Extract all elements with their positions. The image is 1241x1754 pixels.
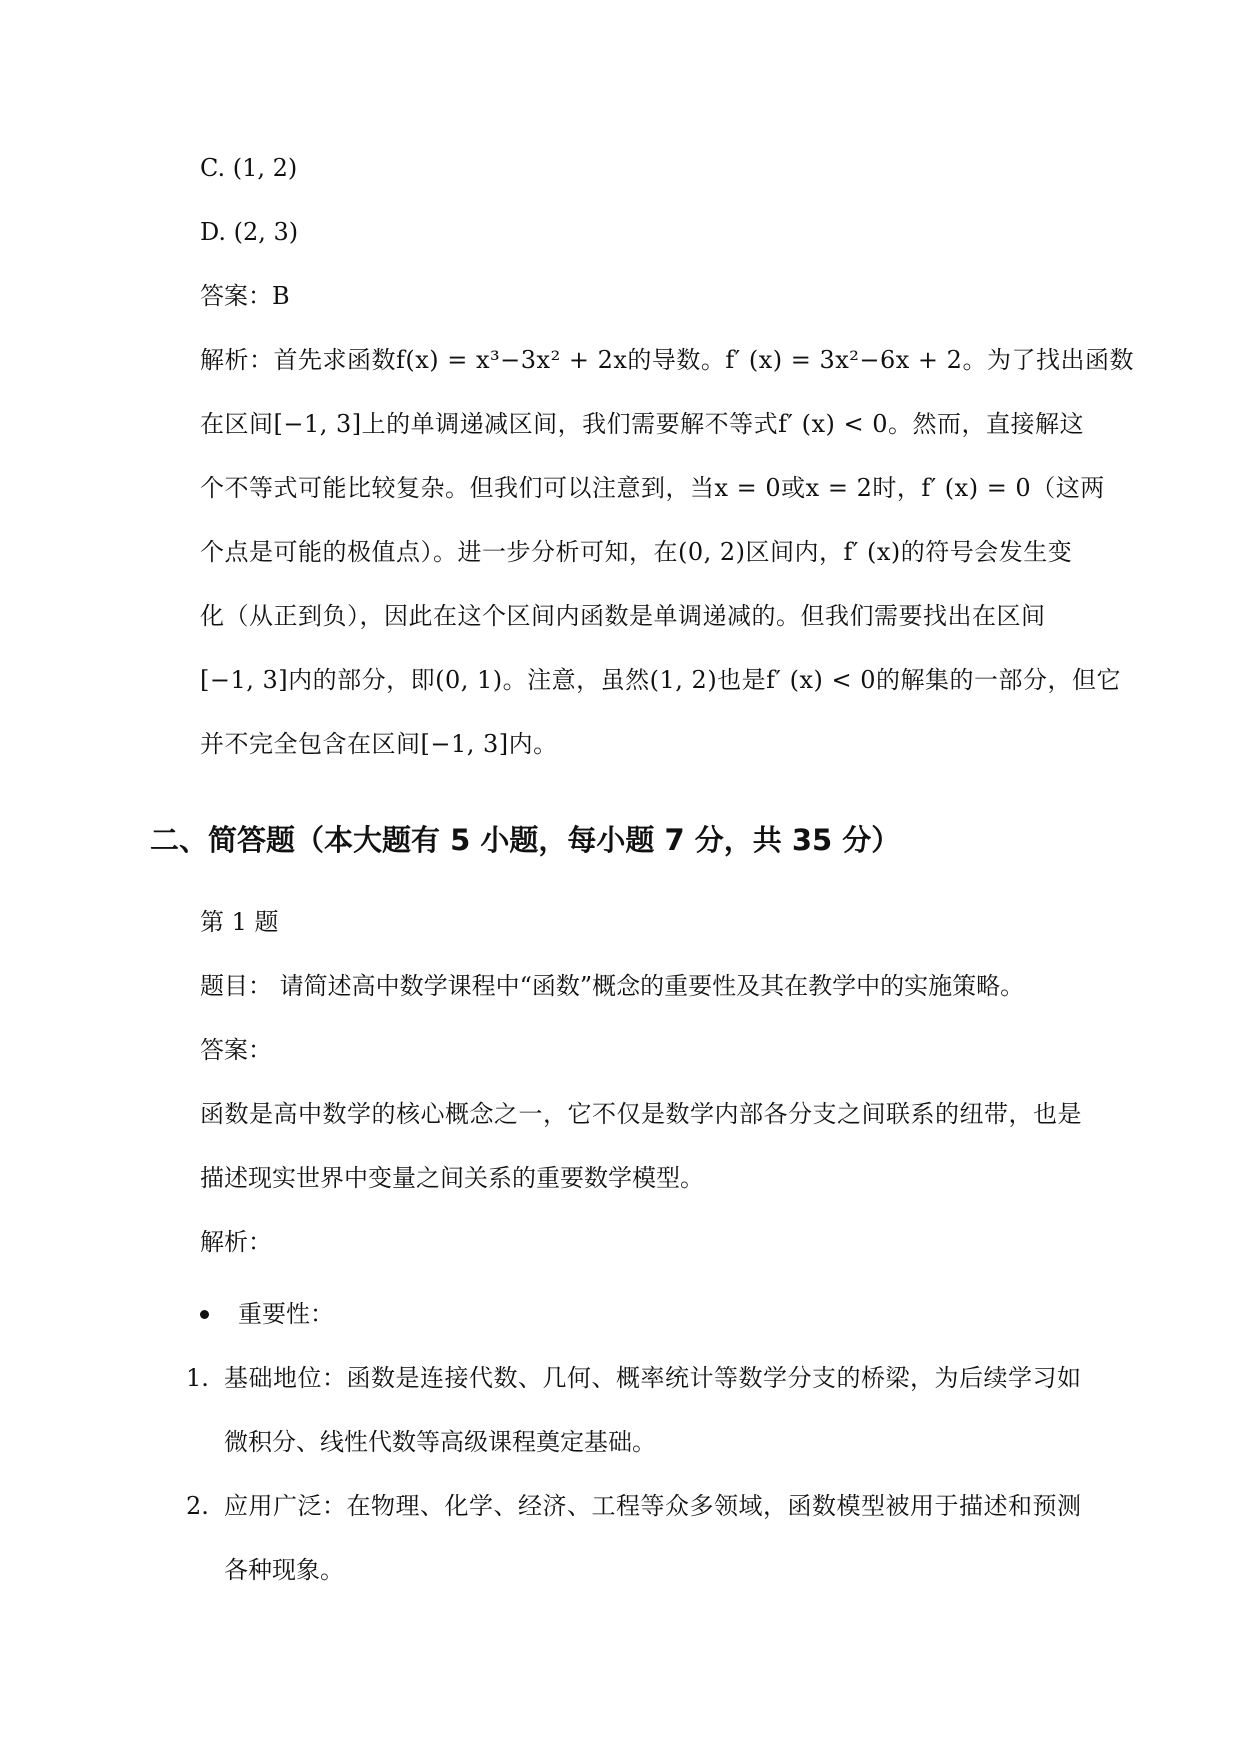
list-number: 1. [186,1364,209,1392]
answer-label: 答案： [200,1036,272,1064]
question-number: 第 1 题 [200,908,279,936]
analysis-line: 在区间[−1, 3]上的单调递减区间，我们需要解不等式f′ (x) < 0。然而，直接解这 [200,410,1084,438]
list-line: 微积分、线性代数等高级课程奠定基础。 [224,1428,656,1456]
list-line: 基础地位：函数是连接代数、几何、概率统计等数学分支的桥梁，为后续学习如 [224,1364,1082,1392]
list-line: 各种现象。 [224,1556,344,1584]
analysis-line: 化（从正到负），因此在这个区间内函数是单调递减的。但我们需要找出在区间 [200,602,1046,630]
list-number: 2. [186,1492,209,1520]
mc-answer: 答案：B [200,282,290,310]
bullet-text: 重要性： [238,1300,334,1328]
analysis-line: 个点是可能的极值点）。进一步分析可知，在(0, 2)区间内，f′ (x)的符号会发生变 [200,538,1073,566]
analysis-line: 解析：首先求函数f(x) = x³−3x² + 2x的导数。f′ (x) = 3x²−6x + 2。为了找出函数 [200,346,1134,374]
answer-line: 描述现实世界中变量之间关系的重要数学模型。 [200,1164,704,1192]
section-heading: 二、简答题（本大题有 5 小题，每小题 7 分，共 35 分） [150,823,901,857]
analysis-line: [−1, 3]内的部分，即(0, 1)。注意，虽然(1, 2)也是f′ (x) < 0的解集的一部分，但它 [200,666,1122,694]
analysis-line: 个不等式可能比较复杂。但我们可以注意到，当x = 0或x = 2时，f′ (x) = 0（这两 [200,474,1105,502]
list-line: 应用广泛：在物理、化学、经济、工程等众多领域，函数模型被用于描述和预测 [224,1492,1082,1520]
bullet-dot [200,1310,209,1319]
option-c: C. (1, 2) [200,154,298,182]
analysis-label: 解析： [200,1228,272,1256]
option-d: D. (2, 3) [200,218,299,246]
answer-line: 函数是高中数学的核心概念之一，它不仅是数学内部各分支之间联系的纽带，也是 [200,1100,1082,1128]
question-text: 题目： 请简述高中数学课程中“函数”概念的重要性及其在教学中的实施策略。 [200,972,1025,1000]
analysis-line: 并不完全包含在区间[−1, 3]内。 [200,730,558,758]
